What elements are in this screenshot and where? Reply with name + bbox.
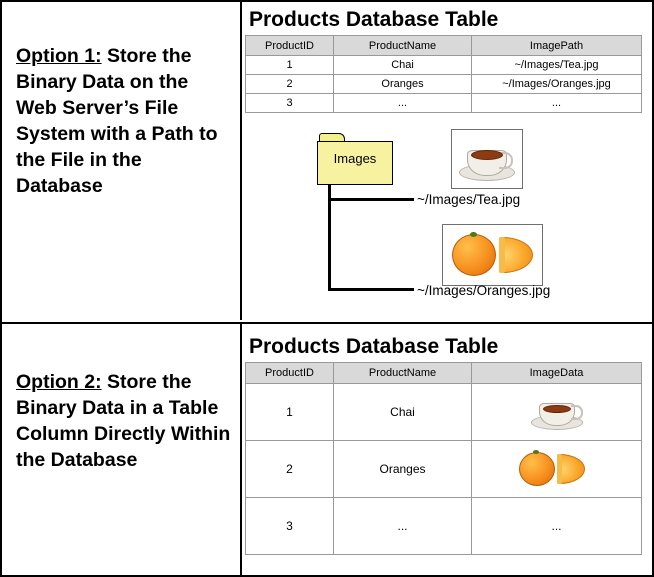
table-row — [246, 441, 642, 498]
column-header-productname: ProductName — [334, 36, 472, 56]
table-row — [246, 498, 642, 555]
cell-imagedata: ... — [472, 498, 642, 555]
option-2-panel — [2, 322, 654, 577]
table-row — [246, 56, 642, 75]
oranges-image — [442, 224, 543, 286]
tea-cup-image — [521, 388, 593, 436]
option-2-description: Store the Binary Data in a Table Column Directly Within the Database — [16, 371, 231, 471]
orange-stem-shape — [470, 232, 477, 237]
column-header-imagepath: ImagePath — [472, 36, 642, 56]
orange-slice-rind-shape — [557, 454, 562, 484]
table-row — [246, 94, 642, 113]
cell-productid: 1 — [246, 384, 334, 441]
orange-stem-shape — [533, 450, 539, 454]
folder-label: Images — [333, 151, 377, 166]
cell-productname: Chai — [334, 56, 472, 75]
tea-liquid-shape — [471, 150, 503, 160]
folder-icon — [317, 133, 393, 185]
file-path-oranges: ~/Images/Oranges.jpg — [417, 283, 551, 298]
cell-productname: ... — [334, 94, 472, 113]
table-row — [246, 384, 642, 441]
products-table-option-2 — [245, 362, 642, 555]
oranges-art — [513, 447, 601, 491]
connector-to-oranges — [328, 288, 414, 291]
option-2-label: Option 2: — [16, 371, 102, 393]
cell-productid: 2 — [246, 75, 334, 94]
cell-productname: Oranges — [334, 75, 472, 94]
column-header-productid: ProductID — [246, 363, 334, 384]
tea-cup-image — [451, 129, 523, 189]
connector-to-tea — [328, 198, 414, 201]
option-1-panel — [2, 2, 654, 322]
column-header-productname: ProductName — [334, 363, 472, 384]
tea-cup-art — [452, 130, 522, 188]
option-1-caption-column — [4, 2, 242, 320]
option-2-caption — [4, 322, 240, 474]
cell-productname: Oranges — [334, 441, 472, 498]
cell-productid: 3 — [246, 498, 334, 555]
tea-liquid-shape — [543, 405, 571, 413]
orange-fruit-shape — [519, 452, 555, 486]
table-header-row — [246, 36, 642, 56]
cup-handle-shape — [571, 405, 583, 420]
option-2-table-title: Products Database Table — [249, 335, 499, 358]
table-row — [246, 75, 642, 94]
table-header-row — [246, 363, 642, 384]
option-2-caption-column — [4, 322, 242, 575]
cell-productname: Chai — [334, 384, 472, 441]
option-1-caption — [4, 2, 240, 200]
cell-imagepath: ~/Images/Oranges.jpg — [472, 75, 642, 94]
cell-productid: 3 — [246, 94, 334, 113]
cell-productid: 2 — [246, 441, 334, 498]
orange-slice-rind-shape — [499, 237, 505, 273]
oranges-image — [513, 447, 601, 491]
column-header-imagedata: ImageData — [472, 363, 642, 384]
cell-imagedata — [472, 441, 642, 498]
option-1-label: Option 1: — [16, 45, 102, 67]
cell-productid: 1 — [246, 56, 334, 75]
option-1-description: Store the Binary Data on the Web Server’s File System with a Path to the File in the Database — [16, 45, 218, 197]
orange-fruit-shape — [452, 234, 496, 276]
oranges-art — [443, 225, 542, 285]
cell-imagedata — [472, 384, 642, 441]
cell-productname: ... — [334, 498, 472, 555]
tea-cup-art — [521, 388, 593, 436]
cell-imagepath: ~/Images/Tea.jpg — [472, 56, 642, 75]
file-path-tea: ~/Images/Tea.jpg — [417, 192, 521, 207]
cell-imagepath: ... — [472, 94, 642, 113]
option-1-table-title: Products Database Table — [249, 8, 499, 31]
products-table-option-1 — [245, 35, 642, 113]
column-header-productid: ProductID — [246, 36, 334, 56]
